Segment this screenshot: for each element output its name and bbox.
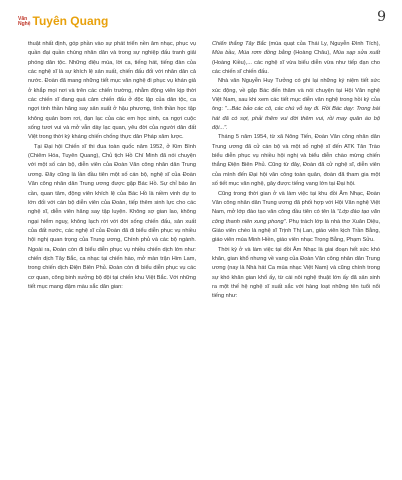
paragraph	[212, 40, 380, 77]
paragraph	[212, 77, 380, 133]
italic-text: Múa bầu, Múa rơm đồng bằng	[212, 50, 292, 57]
logo-prefix	[18, 17, 31, 27]
text-span: Thời kỳ ở và làm việc tại đồi Âm Nhạc là giai đoạn hết sức khó khăn, gian khổ nhưng về vang của Đoàn Văn công nhân dân Trung ương (nay là Nhà hát Ca múa nhạc Việt Nam) và cũng chính trong sự khó khăn gian khổ ấy, từ cái nôi nghệ thuật lớn ấy đã sản sinh ra một thế hệ nghệ sĩ xuất sắc với hàng loạt những tên tuổi nổi tiếng như:	[212, 246, 380, 300]
page-header	[18, 7, 388, 29]
paragraph	[212, 133, 380, 189]
magazine-logo	[18, 11, 108, 27]
italic-text: Chiến thắng Tây Bắc	[212, 41, 267, 47]
page-number: 9	[377, 9, 386, 25]
text-span: (Hoàng Châu),	[291, 50, 334, 57]
italic-text: Múa sạp sửa xuất	[333, 50, 380, 57]
article-body	[28, 40, 380, 470]
left-column	[28, 40, 196, 470]
text-span: (múa quạt của Thái Ly, Nguyễn Đình Tích),	[266, 41, 380, 47]
paragraph	[212, 246, 380, 302]
text-span: Nhà văn Nguyễn Huy Tưởng có ghi lại những ký niệm tiết sức xúc động, về gặp Bác đến thăm và nói chuyện tại Hội Văn nghệ Việt Nam, sau khi xem các tiết mục diễn văn nghệ trong hồi ký của ông:	[212, 78, 380, 113]
text-span: . Phụ trách lớp là nhà thơ Xuân Diệu, Giáo viên chèo là nghệ sĩ Trịnh Thị Lan, giáo viên kịch Trần Bằng, giáo viên múa Minh Hiền, giáo viên nhạc Trọng Bằng, Phạm Sửu.	[212, 218, 380, 244]
italic-text: "Lớp đào tạo văn công thanh niên xung phong"	[212, 209, 380, 225]
text-span: Cũng trong thời gian ở và làm việc tại khu đồi Âm Nhạc, Đoàn Văn công nhân dân Trung ương đã phối hợp với Hội Văn nghệ Việt Nam, mở lớp đào tạo văn công đầu tiên có tên là	[212, 190, 380, 216]
right-column	[212, 40, 380, 470]
paragraph: thuật nhất định, góp phần vào sự phát triển nền âm nhạc, phục vụ quần đại quần chúng nhân dân và trong sự nghiệp đấu tranh giải phóng dân tộc. Những điệu múa, lời ca, tiếng hát, tiếng đàn của các nghệ sĩ là sự khích lệ sản xuất, chiến đấu đối với nhân dân cả nước. Đoàn đã mang những tiết mục văn nghệ đi phục vụ khán giả ở khắp mọi nơi và trên các chiến trường, nhằm động viên kịp thời các chiến sĩ đang quá cảm chiến đấu ở độc lập của dân tộc, ca ngợi tinh thần hăng say sản xuất ở hậu phương, tình thần học tập không quản bom rơi, đạn lạc của các em học sinh, ca ngợi cuộc sống tươi vui và mở vẫn dày lạc quan, yêu đời của người dân đất Việt trong thời kỳ kháng chiến chống thực dân Pháp xâm lược.	[28, 41, 196, 141]
paragraph: Tại Đại hội Chiến sĩ thi đua toàn quốc năm 1952, ở Kim Bình (Chiêm Hóa, Tuyên Quang), Chủ tịch Hồ Chí Minh đã nói chuyện với một số cán bộ, diễn viên của Đoàn Văn công nhân dân Trung ương. Đây cũng là lần đầu tiên một số cán bộ, nghệ sĩ của Đoàn Văn công nhân dân Trung ương được gặp Bác Hồ. Sự chỉ bảo ân cần, quan tâm, động viên khích lệ của Bác Hồ là niềm vinh dự to lớn đối với cán bộ diễn viên của Đoàn, tiếp thêm sinh lực cho các nghệ sĩ, diễn viên hăng say tập luyện. Không sợ gian lao, không ngại hiểm nguy, không lạch rời với đời sống chiến đấu, sản xuất của đất nước, các nghệ sĩ của Đoàn đã đi biểu diễn phục vụ nhiều hội nghị quan trọng của Trung ương, Chính phủ và các bộ ngành. Ngoài ra, Đoàn còn đi biểu diễn phục vụ nhiều chiến dịch lớn như: chiến dịch Tây Bắc, ca nhạc tại chiến hào, mở màn trận Him Lam, trong chiến dịch Điện Biên Phủ. Đoàn còn đi biểu diễn phục vụ các cơ quan, công binh xưởng bộ đội tại chiến khu Việt Bắc. Với những tiết mục mang đậm màu sắc dân gian:	[28, 143, 196, 290]
logo-bottom-text: Nghệ	[18, 21, 31, 27]
logo-top-text: Văn	[18, 16, 28, 22]
quote-text: "...Bác bảo các cô, các chú vỗ tay đi. Rồi Bác dạy: Trong bài hát đã có sợi, phải thêm vui đời thêm vui, rồi may quân áo bộ đội...".	[212, 106, 380, 132]
text-span: Tháng 5 năm 1954, từ xã Nông Tiến, Đoàn Văn công nhân dân Trung ương đã cử cán bộ và một số nghệ sĩ đến ATK Tân Trào biểu diễn phục vụ nhiều hội nghị và biểu diễn chào mừng chiến thắng Điện Biên Phủ. Cũng từ đây, Đoàn đã cử nghệ sĩ, diễn viên của mình đến Đại hội văn công toàn quân, đoàn đã tham gia một số tiết mục văn nghệ, gây được tiếng vang lớn tại Đại hội.	[212, 134, 380, 188]
logo-main-text: Tuyên Quang	[32, 14, 109, 28]
text-span: (Hoàng Kiều),... các nghệ sĩ vừa biểu diễn vừa như tiếp đạn cho các chiến sĩ chiến đấu.	[212, 59, 380, 76]
paragraph	[212, 190, 380, 246]
